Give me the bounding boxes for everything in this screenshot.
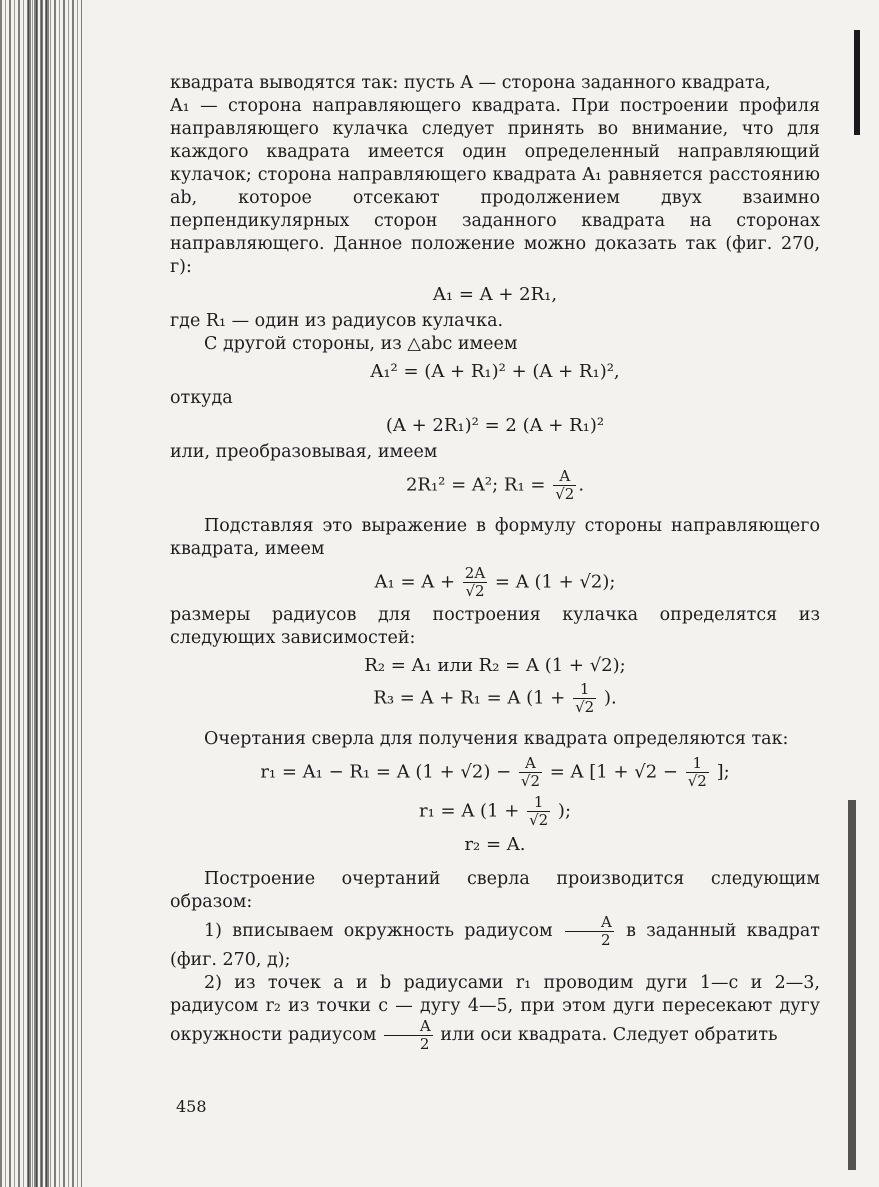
paragraph-10-start: 1) вписываем окружность радиусом (204, 921, 553, 941)
fraction-a-over-sqrt2: $\frac{A}{√2}$ (555, 467, 575, 503)
fraction-a-over-sqrt2-2: $\frac{A}{√2}$ (520, 754, 541, 790)
fraction-1-over-sqrt2-3: $\frac{1}{√2}$ (529, 793, 549, 829)
equation-8-right: ]; (716, 761, 730, 783)
page-number: 458 (176, 1097, 207, 1116)
equation-9 (170, 794, 820, 829)
paragraph-6: Подставляя это выражение в формулу стороны направляющего квадрата, имеем (170, 516, 820, 559)
fraction-1-over-sqrt2: $\frac{1}{√2}$ (575, 680, 595, 716)
paragraph-4: откуда (170, 388, 233, 408)
equation-7 (170, 681, 820, 716)
paragraph-11 (170, 972, 820, 1053)
paragraph-5: или, преобразовывая, имеем (170, 442, 438, 462)
scan-edge-left-dark (28, 0, 50, 1187)
equation-9-left: r₁ = A (1 + (418, 800, 520, 822)
paragraph-10-end: в заданный квадрат (фиг. 270, д); (170, 921, 820, 970)
paragraph-7: размеры радиусов для построения кулачка определятся из следующих зависимостей: (170, 605, 820, 648)
equation-8 (170, 755, 820, 790)
scan-edge-right-top (854, 30, 860, 135)
equation-4-left: 2R₁² = A²; R₁ = (405, 474, 546, 496)
equation-5-left: A₁ = A + (374, 571, 456, 593)
scan-edge-right-bottom (848, 800, 856, 1170)
equation-1: A₁ = A + 2R₁, (432, 284, 558, 305)
equation-6: R₂ = A₁ или R₂ = A (1 + √2); (364, 655, 626, 676)
equation-5-right: = A (1 + √2); (494, 571, 616, 593)
paragraph-1-line-1: квадрата выводятся так: пусть A — сторона заданного квадрата, (170, 73, 771, 93)
paragraph-8: Очертания сверла для получения квадрата определяются так: (204, 729, 789, 749)
fraction-1-over-sqrt2-2: $\frac{1}{√2}$ (687, 754, 707, 790)
fraction-a-over-2-2: $\frac{A}{2}$ (384, 1018, 433, 1053)
equation-5 (170, 565, 820, 600)
paragraph-9: Построение очертаний сверла производится следующим образом: (170, 869, 820, 912)
paragraph-11-end: или оси квадрата. Следует обратить (440, 1025, 778, 1045)
paragraph-1: A₁ — сторона направляющего квадрата. При построении профиля направляющего кулачка следует принять во внимание, что для каждого квадрата имеется один определенный направляющий кулачок; сторона направляющего квадрата A₁ равняется расстоянию ab, которое отсекают продолжением двух взаимно перпендикулярных сторон заданного квадрата на сторонах направляющего. Данное положение можно доказать так (фиг. 270, г): (170, 96, 820, 277)
equation-9-right: ); (557, 800, 572, 822)
fraction-2a-over-sqrt2: $\frac{2A}{√2}$ (464, 564, 486, 600)
paragraph-11-start: 2) из точек a и b радиусами r₁ проводим дуги 1—c и 2—3, радиусом r₂ из точки c — дугу 4—5, при этом дуги пересекают дугу окружности радиусом (170, 973, 820, 1045)
paragraph-2: где R₁ — один из радиусов кулачка. (170, 311, 504, 331)
fraction-a-over-2: $\frac{A}{2}$ (565, 914, 614, 949)
equation-4: 2R₁² = A²; R₁ = $\frac{A}{√2}$ . (405, 467, 585, 503)
paragraph-10 (170, 914, 820, 972)
equation-2: A₁² = (A + R₁)² + (A + R₁)², (370, 361, 620, 382)
page-text (170, 72, 820, 1053)
equation-3: (A + 2R₁)² = 2 (A + R₁)² (385, 415, 605, 436)
equation-8-left: r₁ = A₁ − R₁ = A (1 + √2) − (260, 761, 512, 783)
equation-7-left: R₃ = A + R₁ = A (1 + (373, 687, 566, 709)
equation-10: r₂ = A. (464, 834, 526, 855)
equation-7-right: ). (603, 687, 617, 709)
equation-8-mid: = A [1 + √2 − (549, 761, 678, 783)
paragraph-3: С другой стороны, из △abc имеем (204, 334, 518, 354)
